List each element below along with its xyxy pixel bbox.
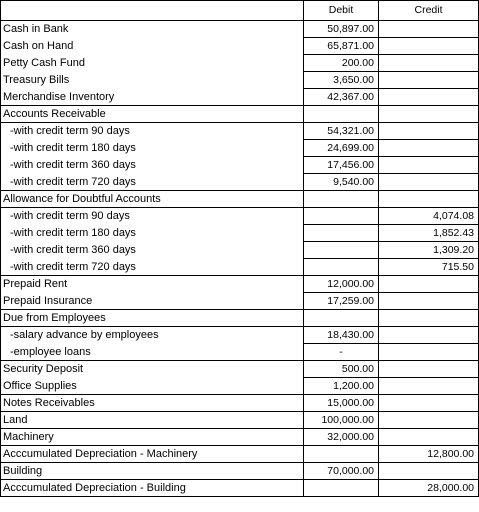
- credit-value: [379, 55, 479, 72]
- debit-value: 500.00: [304, 361, 379, 378]
- table-row: [1, 276, 479, 293]
- debit-value: 54,321.00: [304, 123, 379, 140]
- account-name: Office Supplies: [1, 378, 304, 395]
- credit-value: [379, 106, 479, 123]
- credit-value: [379, 412, 479, 429]
- table-row: [1, 225, 479, 242]
- account-subitem: -with credit term 360 days: [1, 242, 304, 259]
- credit-value: 12,800.00: [379, 446, 479, 463]
- account-name: Treasury Bills: [1, 72, 304, 89]
- table-row: [1, 21, 479, 38]
- table-row: [1, 38, 479, 55]
- account-name: Notes Receivables: [1, 395, 304, 412]
- debit-value: 17,259.00: [304, 293, 379, 310]
- account-subitem: -with credit term 90 days: [1, 123, 304, 140]
- credit-value: [379, 174, 479, 191]
- debit-value: 18,430.00: [304, 327, 379, 344]
- credit-value: [379, 463, 479, 480]
- table-row: [1, 157, 479, 174]
- credit-value: [379, 361, 479, 378]
- account-subitem: -with credit term 720 days: [1, 174, 304, 191]
- credit-value: [379, 72, 479, 89]
- account-subitem: -salary advance by employees: [1, 327, 304, 344]
- table-row: [1, 140, 479, 157]
- credit-value: [379, 140, 479, 157]
- debit-value: 15,000.00: [304, 395, 379, 412]
- debit-value: 42,367.00: [304, 89, 379, 106]
- debit-value: -: [304, 344, 379, 361]
- debit-value: [304, 446, 379, 463]
- debit-value: 1,200.00: [304, 378, 379, 395]
- table-row: [1, 429, 479, 446]
- account-name: Cash in Bank: [1, 21, 304, 38]
- table-row: [1, 293, 479, 310]
- table-row: [1, 72, 479, 89]
- table-row: [1, 242, 479, 259]
- debit-value: [304, 242, 379, 259]
- table-row: [1, 106, 479, 123]
- debit-value: 3,650.00: [304, 72, 379, 89]
- account-name: Land: [1, 412, 304, 429]
- credit-value: [379, 38, 479, 55]
- debit-value: [304, 480, 379, 497]
- credit-value: [379, 89, 479, 106]
- credit-value: 4,074.08: [379, 208, 479, 225]
- credit-value: 1,309.20: [379, 242, 479, 259]
- table-row: [1, 446, 479, 463]
- credit-value: [379, 429, 479, 446]
- credit-value: [379, 21, 479, 38]
- credit-value: [379, 293, 479, 310]
- account-subitem: -with credit term 360 days: [1, 157, 304, 174]
- debit-value: [304, 191, 379, 208]
- debit-value: 32,000.00: [304, 429, 379, 446]
- debit-value: [304, 106, 379, 123]
- debit-column-header: Debit: [304, 1, 379, 21]
- table-row: [1, 412, 479, 429]
- debit-value: [304, 259, 379, 276]
- account-name: Acccumulated Depreciation - Machinery: [1, 446, 304, 463]
- table-row: [1, 259, 479, 276]
- account-subitem: -with credit term 180 days: [1, 140, 304, 157]
- credit-value: [379, 327, 479, 344]
- table-row: [1, 463, 479, 480]
- credit-value: [379, 191, 479, 208]
- table-row: [1, 174, 479, 191]
- debit-value: [304, 208, 379, 225]
- account-subitem: -with credit term 720 days: [1, 259, 304, 276]
- account-name: Security Deposit: [1, 361, 304, 378]
- debit-value: 12,000.00: [304, 276, 379, 293]
- credit-value: [379, 395, 479, 412]
- account-name: Machinery: [1, 429, 304, 446]
- table-header-row: [1, 1, 479, 21]
- account-name: Petty Cash Fund: [1, 55, 304, 72]
- debit-value: 50,897.00: [304, 21, 379, 38]
- table-row: [1, 89, 479, 106]
- header-label-cell: [1, 1, 304, 21]
- credit-value: [379, 344, 479, 361]
- credit-value: 28,000.00: [379, 480, 479, 497]
- debit-value: 65,871.00: [304, 38, 379, 55]
- account-name: Merchandise Inventory: [1, 89, 304, 106]
- credit-value: [379, 276, 479, 293]
- account-subitem: -with credit term 90 days: [1, 208, 304, 225]
- account-group-heading: Accounts Receivable: [1, 106, 304, 123]
- table-row: [1, 344, 479, 361]
- debit-value: 200.00: [304, 55, 379, 72]
- table-row: [1, 361, 479, 378]
- credit-value: [379, 157, 479, 174]
- debit-value: 70,000.00: [304, 463, 379, 480]
- table-row: [1, 395, 479, 412]
- debit-value: 100,000.00: [304, 412, 379, 429]
- account-subitem: -employee loans: [1, 344, 304, 361]
- credit-value: [379, 378, 479, 395]
- debit-value: 17,456.00: [304, 157, 379, 174]
- debit-value: 9,540.00: [304, 174, 379, 191]
- table-row: [1, 327, 479, 344]
- credit-column-header: Credit: [379, 1, 479, 21]
- debit-value: 24,699.00: [304, 140, 379, 157]
- account-name: Cash on Hand: [1, 38, 304, 55]
- account-group-heading: Due from Employees: [1, 310, 304, 327]
- debit-value: [304, 225, 379, 242]
- credit-value: [379, 310, 479, 327]
- credit-value: 1,852.43: [379, 225, 479, 242]
- account-subitem: -with credit term 180 days: [1, 225, 304, 242]
- table-row: [1, 480, 479, 497]
- table-row: [1, 191, 479, 208]
- table-row: [1, 378, 479, 395]
- credit-value: 715.50: [379, 259, 479, 276]
- account-name: Prepaid Rent: [1, 276, 304, 293]
- table-row: [1, 310, 479, 327]
- account-name: Prepaid Insurance: [1, 293, 304, 310]
- table-row: [1, 123, 479, 140]
- account-name: Building: [1, 463, 304, 480]
- debit-value: [304, 310, 379, 327]
- table-row: [1, 208, 479, 225]
- account-name: Acccumulated Depreciation - Building: [1, 480, 304, 497]
- table-row: [1, 55, 479, 72]
- account-group-heading: Allowance for Doubtful Accounts: [1, 191, 304, 208]
- credit-value: [379, 123, 479, 140]
